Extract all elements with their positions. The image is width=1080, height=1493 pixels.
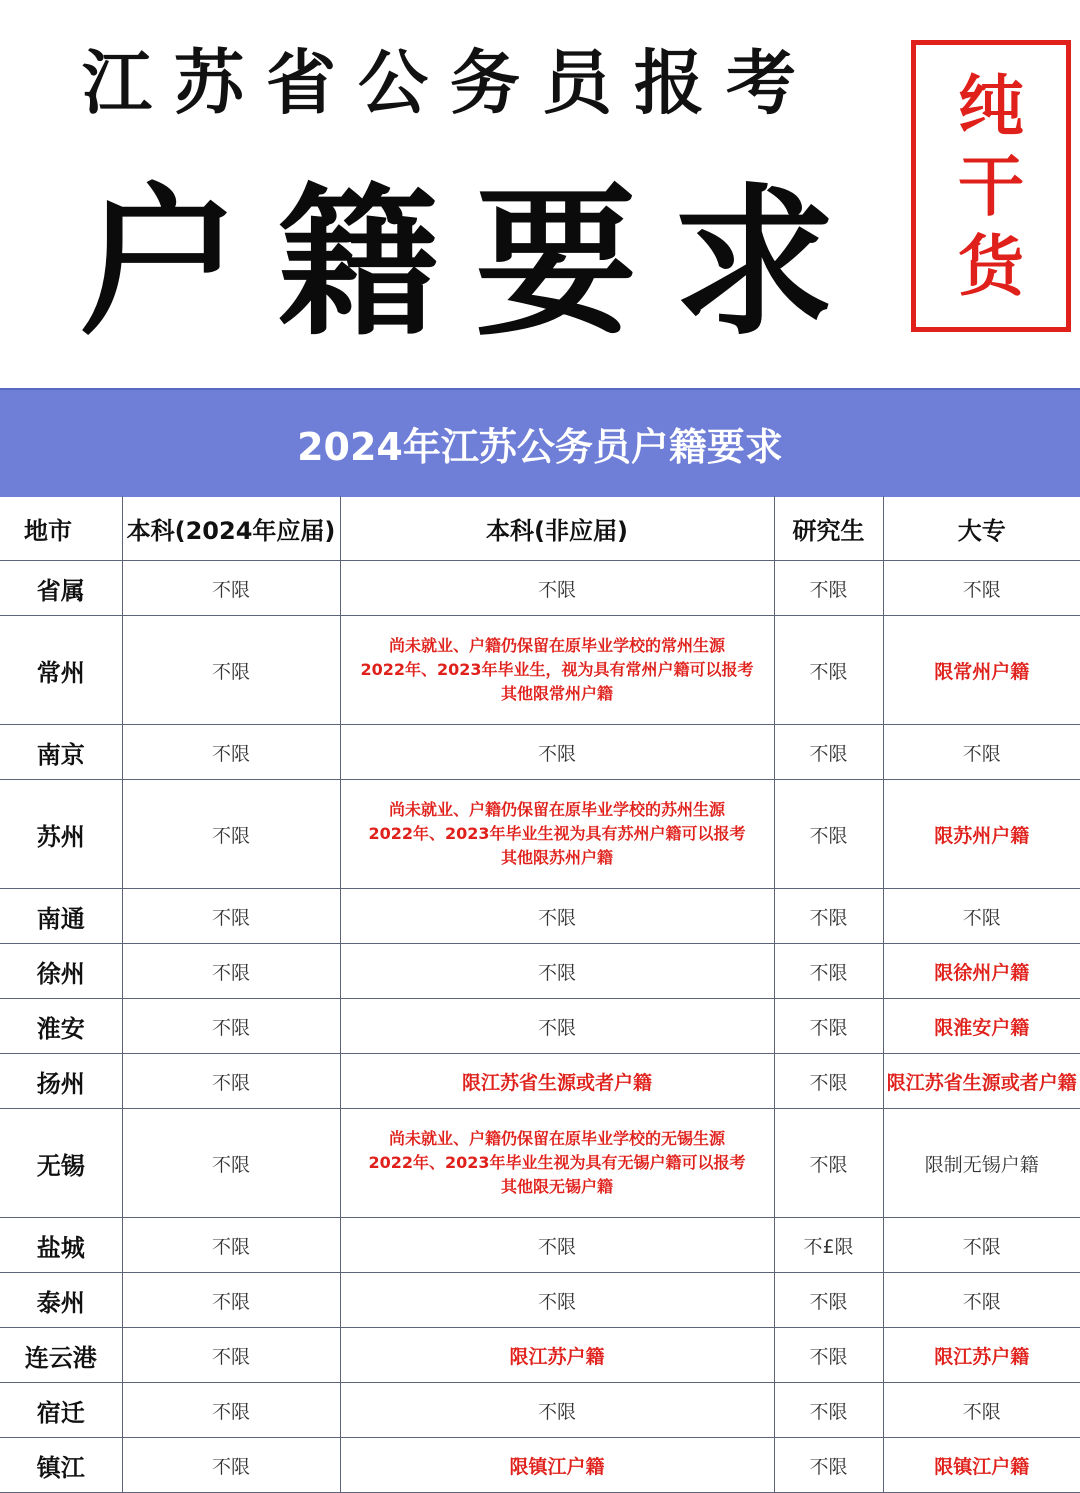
- fresh-bachelor-cell: 不限: [122, 1383, 340, 1438]
- stamp-badge: [911, 40, 1071, 332]
- graduate-cell: 不限: [774, 999, 883, 1054]
- nonfresh-bachelor-cell: [340, 780, 774, 889]
- requirement-line: 限镇江户籍: [509, 1455, 605, 1478]
- graduate-cell: 不限: [774, 944, 883, 999]
- college-cell: 限淮安户籍: [883, 999, 1080, 1054]
- city-cell: 苏州: [0, 780, 122, 889]
- graduate-cell: 不限: [774, 889, 883, 944]
- college-cell: 限江苏省生源或者户籍: [883, 1054, 1080, 1109]
- table-row: [0, 1383, 1080, 1438]
- table-row: [0, 561, 1080, 616]
- college-cell: 限镇江户籍: [883, 1438, 1080, 1493]
- requirement-line: 2022年、2023年毕业生视为具有苏州户籍可以报考: [368, 824, 746, 843]
- stamp-char: 纯: [958, 67, 1024, 145]
- city-cell: 无锡: [0, 1109, 122, 1218]
- table-header-row: [0, 496, 1080, 561]
- graduate-cell: 不限: [774, 1328, 883, 1383]
- requirement-line: 其他限无锡户籍: [500, 1177, 613, 1196]
- requirement-line: 2022年、2023年毕业生，视为具有常州户籍可以报考: [360, 660, 754, 679]
- table-row: [0, 1109, 1080, 1218]
- college-cell: 限江苏户籍: [883, 1328, 1080, 1383]
- table-banner: 2024年江苏公务员户籍要求: [0, 388, 1080, 497]
- nonfresh-bachelor-cell: [340, 999, 774, 1054]
- college-cell: 不限: [883, 1218, 1080, 1273]
- graduate-cell: 不限: [774, 616, 883, 725]
- college-cell: 限制无锡户籍: [883, 1109, 1080, 1218]
- graduate-cell: 不限: [774, 1054, 883, 1109]
- requirement-line: 不限: [537, 742, 576, 765]
- city-cell: 南京: [0, 725, 122, 780]
- fresh-bachelor-cell: 不限: [122, 1273, 340, 1328]
- requirement-line: 尚未就业、户籍仍保留在原毕业学校的无锡生源: [388, 1129, 725, 1148]
- requirement-line: 不限: [537, 578, 576, 601]
- requirement-line: 其他限常州户籍: [500, 684, 613, 703]
- nonfresh-bachelor-cell: [340, 1218, 774, 1273]
- graduate-cell: 不£限: [774, 1218, 883, 1273]
- city-cell: 南通: [0, 889, 122, 944]
- table-row: [0, 1438, 1080, 1493]
- nonfresh-bachelor-cell: [340, 561, 774, 616]
- city-cell: 镇江: [0, 1438, 122, 1493]
- fresh-bachelor-cell: 不限: [122, 1328, 340, 1383]
- table-row: [0, 1328, 1080, 1383]
- page-title: 户籍要求: [79, 168, 871, 358]
- fresh-bachelor-cell: 不限: [122, 1218, 340, 1273]
- table-row: [0, 944, 1080, 999]
- requirement-line: 其他限苏州户籍: [500, 848, 613, 867]
- table-row: [0, 725, 1080, 780]
- fresh-bachelor-cell: 不限: [122, 725, 340, 780]
- table-row: [0, 780, 1080, 889]
- table-row: [0, 616, 1080, 725]
- nonfresh-bachelor-cell: [340, 944, 774, 999]
- nonfresh-bachelor-cell: [340, 1273, 774, 1328]
- city-cell: 省属: [0, 561, 122, 616]
- graduate-cell: 不限: [774, 725, 883, 780]
- column-header-nonfresh-bachelor: 本科(非应届): [340, 496, 774, 561]
- city-cell: 徐州: [0, 944, 122, 999]
- nonfresh-bachelor-cell: [340, 1109, 774, 1218]
- college-cell: 限徐州户籍: [883, 944, 1080, 999]
- table-row: [0, 1054, 1080, 1109]
- fresh-bachelor-cell: 不限: [122, 999, 340, 1054]
- fresh-bachelor-cell: 不限: [122, 944, 340, 999]
- city-cell: 淮安: [0, 999, 122, 1054]
- requirement-line: 2022年、2023年毕业生视为具有无锡户籍可以报考: [368, 1153, 746, 1172]
- nonfresh-bachelor-cell: [340, 1328, 774, 1383]
- graduate-cell: 不限: [774, 780, 883, 889]
- requirement-line: 不限: [537, 1400, 576, 1423]
- graduate-cell: 不限: [774, 1438, 883, 1493]
- table-row: [0, 999, 1080, 1054]
- requirement-line: 尚未就业、户籍仍保留在原毕业学校的苏州生源: [388, 800, 725, 819]
- college-cell: 不限: [883, 725, 1080, 780]
- column-header-college: 大专: [883, 496, 1080, 561]
- fresh-bachelor-cell: 不限: [122, 889, 340, 944]
- requirement-line: 不限: [537, 961, 576, 984]
- college-cell: 不限: [883, 561, 1080, 616]
- requirement-line: 限江苏户籍: [509, 1345, 605, 1368]
- graduate-cell: 不限: [774, 561, 883, 616]
- fresh-bachelor-cell: 不限: [122, 616, 340, 725]
- city-cell: 宿迁: [0, 1383, 122, 1438]
- fresh-bachelor-cell: 不限: [122, 1438, 340, 1493]
- nonfresh-bachelor-cell: [340, 616, 774, 725]
- requirement-line: 限江苏省生源或者户籍: [461, 1071, 652, 1094]
- table-row: [0, 889, 1080, 944]
- requirement-line: 不限: [537, 1235, 576, 1258]
- graduate-cell: 不限: [774, 1383, 883, 1438]
- fresh-bachelor-cell: 不限: [122, 561, 340, 616]
- college-cell: 不限: [883, 1273, 1080, 1328]
- city-cell: 盐城: [0, 1218, 122, 1273]
- table-row: [0, 1273, 1080, 1328]
- requirement-line: 不限: [537, 1290, 576, 1313]
- stamp-char: 货: [958, 227, 1024, 305]
- page-subtitle: 江苏省公务员报考: [82, 41, 818, 124]
- column-header-graduate: 研究生: [774, 496, 883, 561]
- fresh-bachelor-cell: 不限: [122, 1054, 340, 1109]
- household-requirements-table: [0, 496, 1080, 1493]
- nonfresh-bachelor-cell: [340, 725, 774, 780]
- college-cell: 不限: [883, 1383, 1080, 1438]
- nonfresh-bachelor-cell: [340, 1438, 774, 1493]
- fresh-bachelor-cell: 不限: [122, 1109, 340, 1218]
- nonfresh-bachelor-cell: [340, 1054, 774, 1109]
- fresh-bachelor-cell: 不限: [122, 780, 340, 889]
- college-cell: 不限: [883, 889, 1080, 944]
- table-row: [0, 1218, 1080, 1273]
- nonfresh-bachelor-cell: [340, 889, 774, 944]
- city-cell: 扬州: [0, 1054, 122, 1109]
- column-header-fresh-bachelor: 本科(2024年应届): [122, 496, 340, 561]
- city-cell: 常州: [0, 616, 122, 725]
- graduate-cell: 不限: [774, 1109, 883, 1218]
- city-cell: 泰州: [0, 1273, 122, 1328]
- nonfresh-bachelor-cell: [340, 1383, 774, 1438]
- city-cell: 连云港: [0, 1328, 122, 1383]
- column-header-city: 地市: [0, 496, 122, 561]
- college-cell: 限常州户籍: [883, 616, 1080, 725]
- stamp-char: 干: [958, 147, 1024, 225]
- college-cell: 限苏州户籍: [883, 780, 1080, 889]
- requirement-line: 尚未就业、户籍仍保留在原毕业学校的常州生源: [388, 636, 725, 655]
- graduate-cell: 不限: [774, 1273, 883, 1328]
- table-body: [0, 561, 1080, 1493]
- requirement-line: 不限: [537, 1016, 576, 1039]
- requirement-line: 不限: [537, 906, 576, 929]
